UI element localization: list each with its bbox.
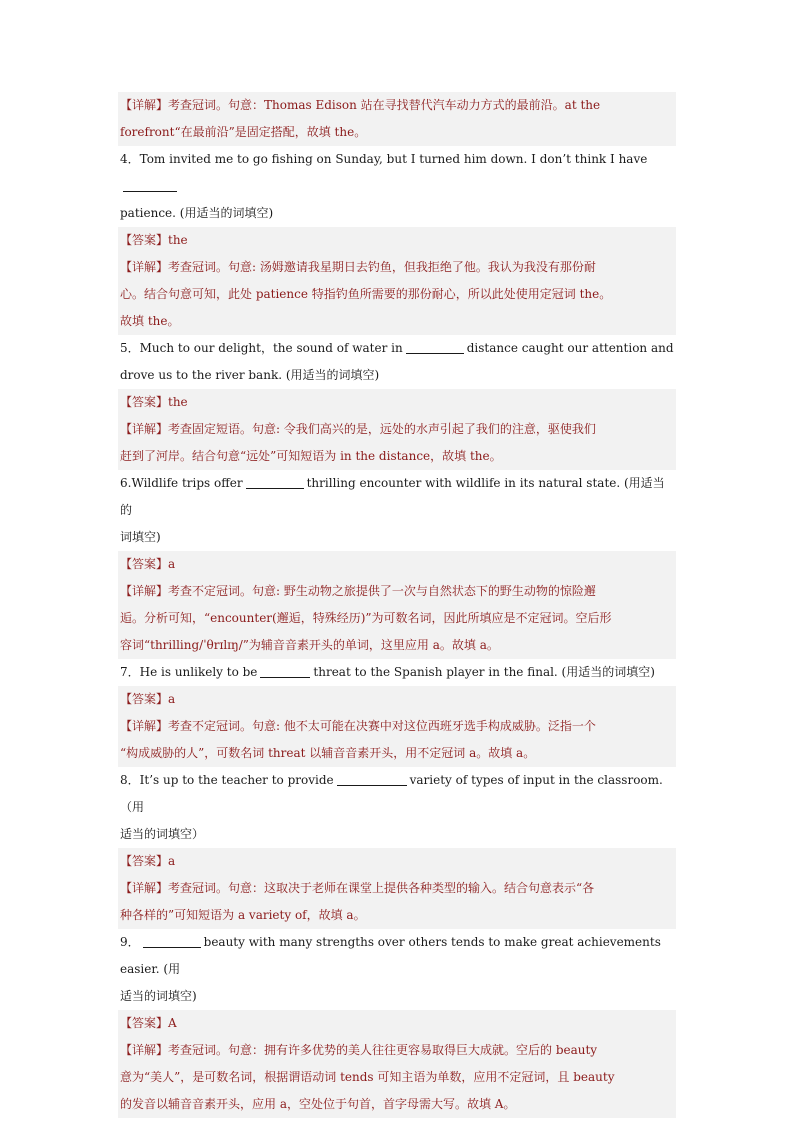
detail-block	[118, 92, 676, 146]
detail-line: 【详解】考查冠词。句意：这取决于老师在课堂上提供各种类型的输入。结合句意表示“各	[120, 881, 595, 895]
answer-blank	[260, 664, 310, 678]
detail-line: “构成威胁的人”，可数名词 threat 以辅音音素开头，用不定冠词 a。故填 a。	[120, 746, 536, 760]
answer-blank	[143, 934, 201, 948]
answer-block	[118, 1010, 676, 1037]
detail-line: 故填 the。	[120, 314, 180, 328]
answer-text: 【答案】the	[120, 233, 188, 247]
question-4	[118, 146, 676, 227]
answer-blank	[246, 475, 304, 489]
question-text: patience. (用适当的词填空)	[120, 206, 274, 220]
question-text: variety of types of input in the classroom. （用	[120, 773, 663, 814]
detail-block	[118, 875, 676, 929]
question-text: 7．He is unlikely to be	[120, 665, 258, 679]
answer-block	[118, 848, 676, 875]
detail-block	[118, 578, 676, 659]
answer-text: 【答案】a	[120, 854, 176, 868]
answer-blank	[123, 178, 177, 192]
question-text: 9．	[120, 935, 140, 949]
detail-block	[118, 1037, 676, 1118]
question-text: 5．Much to our delight，the sound of water in	[120, 341, 403, 355]
detail-line: 【详解】考查不定冠词。句意: 他不太可能在决赛中对这位西班牙选手构成威胁。泛指一个	[120, 719, 596, 733]
question-text: 词填空)	[120, 530, 161, 544]
detail-line: 意为“美人”，是可数名词，根据谓语动词 tends 可知主语为单数，应用不定冠词，且 beauty	[120, 1070, 615, 1084]
answer-text: 【答案】a	[120, 557, 176, 571]
detail-line: 的发音以辅音音素开头，应用 a，空处位于句首，首字母需大写。故填 A。	[120, 1097, 516, 1111]
detail-line: 赶到了河岸。结合句意“远处”可知短语为 in the distance，故填 the。	[120, 449, 502, 463]
detail-line: 【详解】考查固定短语。句意: 令我们高兴的是，远处的水声引起了我们的注意，驱使我们	[120, 422, 596, 436]
answer-block	[118, 227, 676, 254]
document-content	[118, 92, 676, 1118]
question-text: 适当的词填空)	[120, 989, 197, 1003]
question-5	[118, 335, 676, 389]
question-text: distance caught our attention and	[466, 341, 674, 355]
answer-blank	[337, 772, 407, 786]
detail-block	[118, 254, 676, 335]
question-8	[118, 767, 676, 848]
detail-line: 【详解】考查冠词。句意: 汤姆邀请我星期日去钓鱼，但我拒绝了他。我认为我没有那份耐	[120, 260, 596, 274]
question-text: 6.Wildlife trips offer	[120, 476, 243, 490]
detail-line: 【详解】考查冠词。句意：Thomas Edison 站在寻找替代汽车动力方式的最前沿。at the	[120, 98, 601, 112]
answer-block	[118, 389, 676, 416]
question-9	[118, 929, 676, 1010]
detail-line: 【详解】考查不定冠词。句意: 野生动物之旅提供了一次与自然状态下的野生动物的惊险邂	[120, 584, 596, 598]
detail-line: 【详解】考查冠词。句意：拥有许多优势的美人往往更容易取得巨大成就。空后的 beauty	[120, 1043, 598, 1057]
detail-line: 种各样的”可知短语为 a variety of，故填 a。	[120, 908, 366, 922]
question-text: 适当的词填空）	[120, 827, 205, 841]
detail-line: forefront“在最前沿”是固定搭配，故填 the。	[120, 125, 367, 139]
question-text: drove us to the river bank. (用适当的词填空)	[120, 368, 380, 382]
answer-text: 【答案】the	[120, 395, 188, 409]
detail-line: 逅。分析可知，“encounter(邂逅，特殊经历)”为可数名词，因此所填应是不定冠词。空后形	[120, 611, 612, 625]
question-7	[118, 659, 676, 686]
answer-text: 【答案】a	[120, 692, 176, 706]
question-text: thrilling encounter with wildlife in its natural state. (用适当的	[120, 476, 665, 517]
detail-block	[118, 713, 676, 767]
detail-block	[118, 416, 676, 470]
question-text: threat to the Spanish player in the final. (用适当的词填空)	[313, 665, 655, 679]
answer-text: 【答案】A	[120, 1016, 177, 1030]
detail-line: 容词“thrilling/ˈθrɪlɪŋ/”为辅音音素开头的单词，这里应用 a。故填 a。	[120, 638, 499, 652]
question-text: 4．Tom invited me to go fishing on Sunday, but I turned him down. I don’t think I have	[120, 152, 648, 166]
detail-line: 心。结合句意可知，此处 patience 特指钓鱼所需要的那份耐心，所以此处使用定冠词 the。	[120, 287, 612, 301]
question-6	[118, 470, 676, 551]
answer-blank	[406, 340, 464, 354]
question-text: 8．It’s up to the teacher to provide	[120, 773, 334, 787]
answer-block	[118, 551, 676, 578]
answer-block	[118, 686, 676, 713]
question-text: beauty with many strengths over others tends to make great achievements easier. (用	[120, 935, 661, 976]
